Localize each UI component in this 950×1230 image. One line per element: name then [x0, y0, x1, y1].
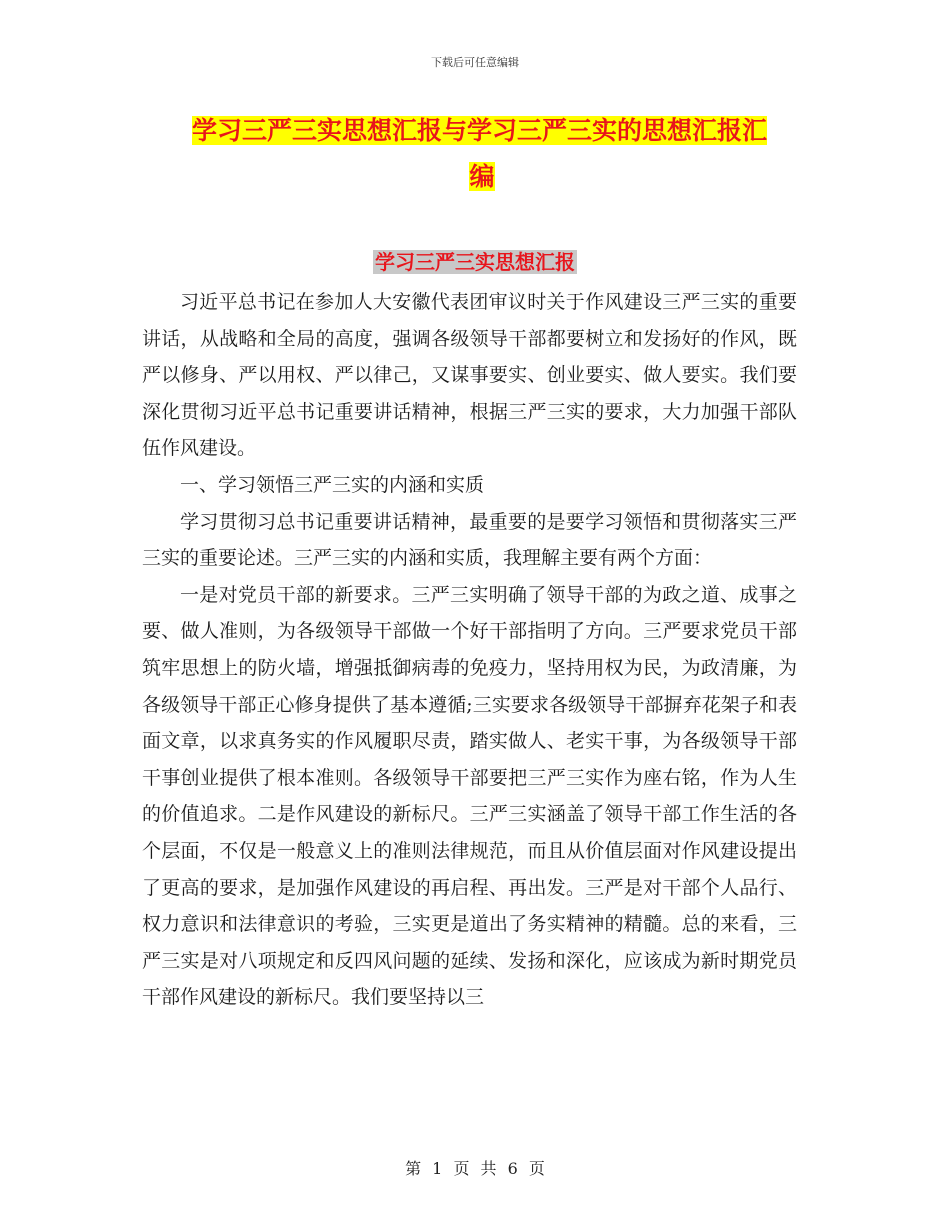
paragraph: 一是对党员干部的新要求。三严三实明确了领导干部的为政之道、成事之要、做人准则，为各级领导干部做一个好干部指明了方向。三严要求党员干部筑牢思想上的防火墙，增强抵御病毒的免疫力，坚持用权为民，为政清廉，为各级领导干部正心修身提供了基本遵循;三实要求各级领导干部摒弃花架子和表面文章，以求真务实的作风履职尽责，踏实做人、老实干事，为各级领导干部干事创业提供了根本准则。各级领导干部要把三严三实作为座右铭，作为人生的价值追求。二是作风建设的新标尺。三严三实涵盖了领导干部工作生活的各个层面，不仅是一般意义上的准则法律规范，而且从价值层面对作风建设提出了更高的要求，是加强作风建设的再启程、再出发。三严是对干部个人品行、权力意识和法律意识的考验，三实更是道出了务实精神的精髓。总的来看，三严三实是对八项规定和反四风问题的延续、发扬和深化，应该成为新时期党员干部作风建设的新标尺。我们要坚持以三 [142, 583, 797, 1009]
header-note: 下载后可任意编辑 [431, 56, 519, 69]
document-body [142, 284, 797, 1016]
page-footer: 第 1 页 共 6 页 [405, 1159, 545, 1178]
document-title-line2: 编 [469, 162, 495, 191]
document-title-line1: 学习三严三实思想汇报与学习三严三实的思想汇报汇 [192, 116, 768, 145]
paragraph-heading: 一、学习领悟三严三实的内涵和实质 [180, 473, 485, 496]
paragraph: 学习贯彻习总书记重要讲话精神，最重要的是要学习领悟和贯彻落实三严三实的重要论述。三严三实的内涵和实质，我理解主要有两个方面： [142, 510, 797, 570]
section-title [0, 246, 950, 278]
section-title-text: 学习三严三实思想汇报 [375, 250, 575, 274]
document-title [192, 108, 812, 200]
paragraph: 习近平总书记在参加人大安徽代表团审议时关于作风建设三严三实的重要讲话，从战略和全局的高度，强调各级领导干部都要树立和发扬好的作风，既严以修身、严以用权、严以律己，又谋事要实、创业要实、做人要实。我们要深化贯彻习近平总书记重要讲话精神，根据三严三实的要求，大力加强干部队伍作风建设。 [142, 291, 797, 460]
